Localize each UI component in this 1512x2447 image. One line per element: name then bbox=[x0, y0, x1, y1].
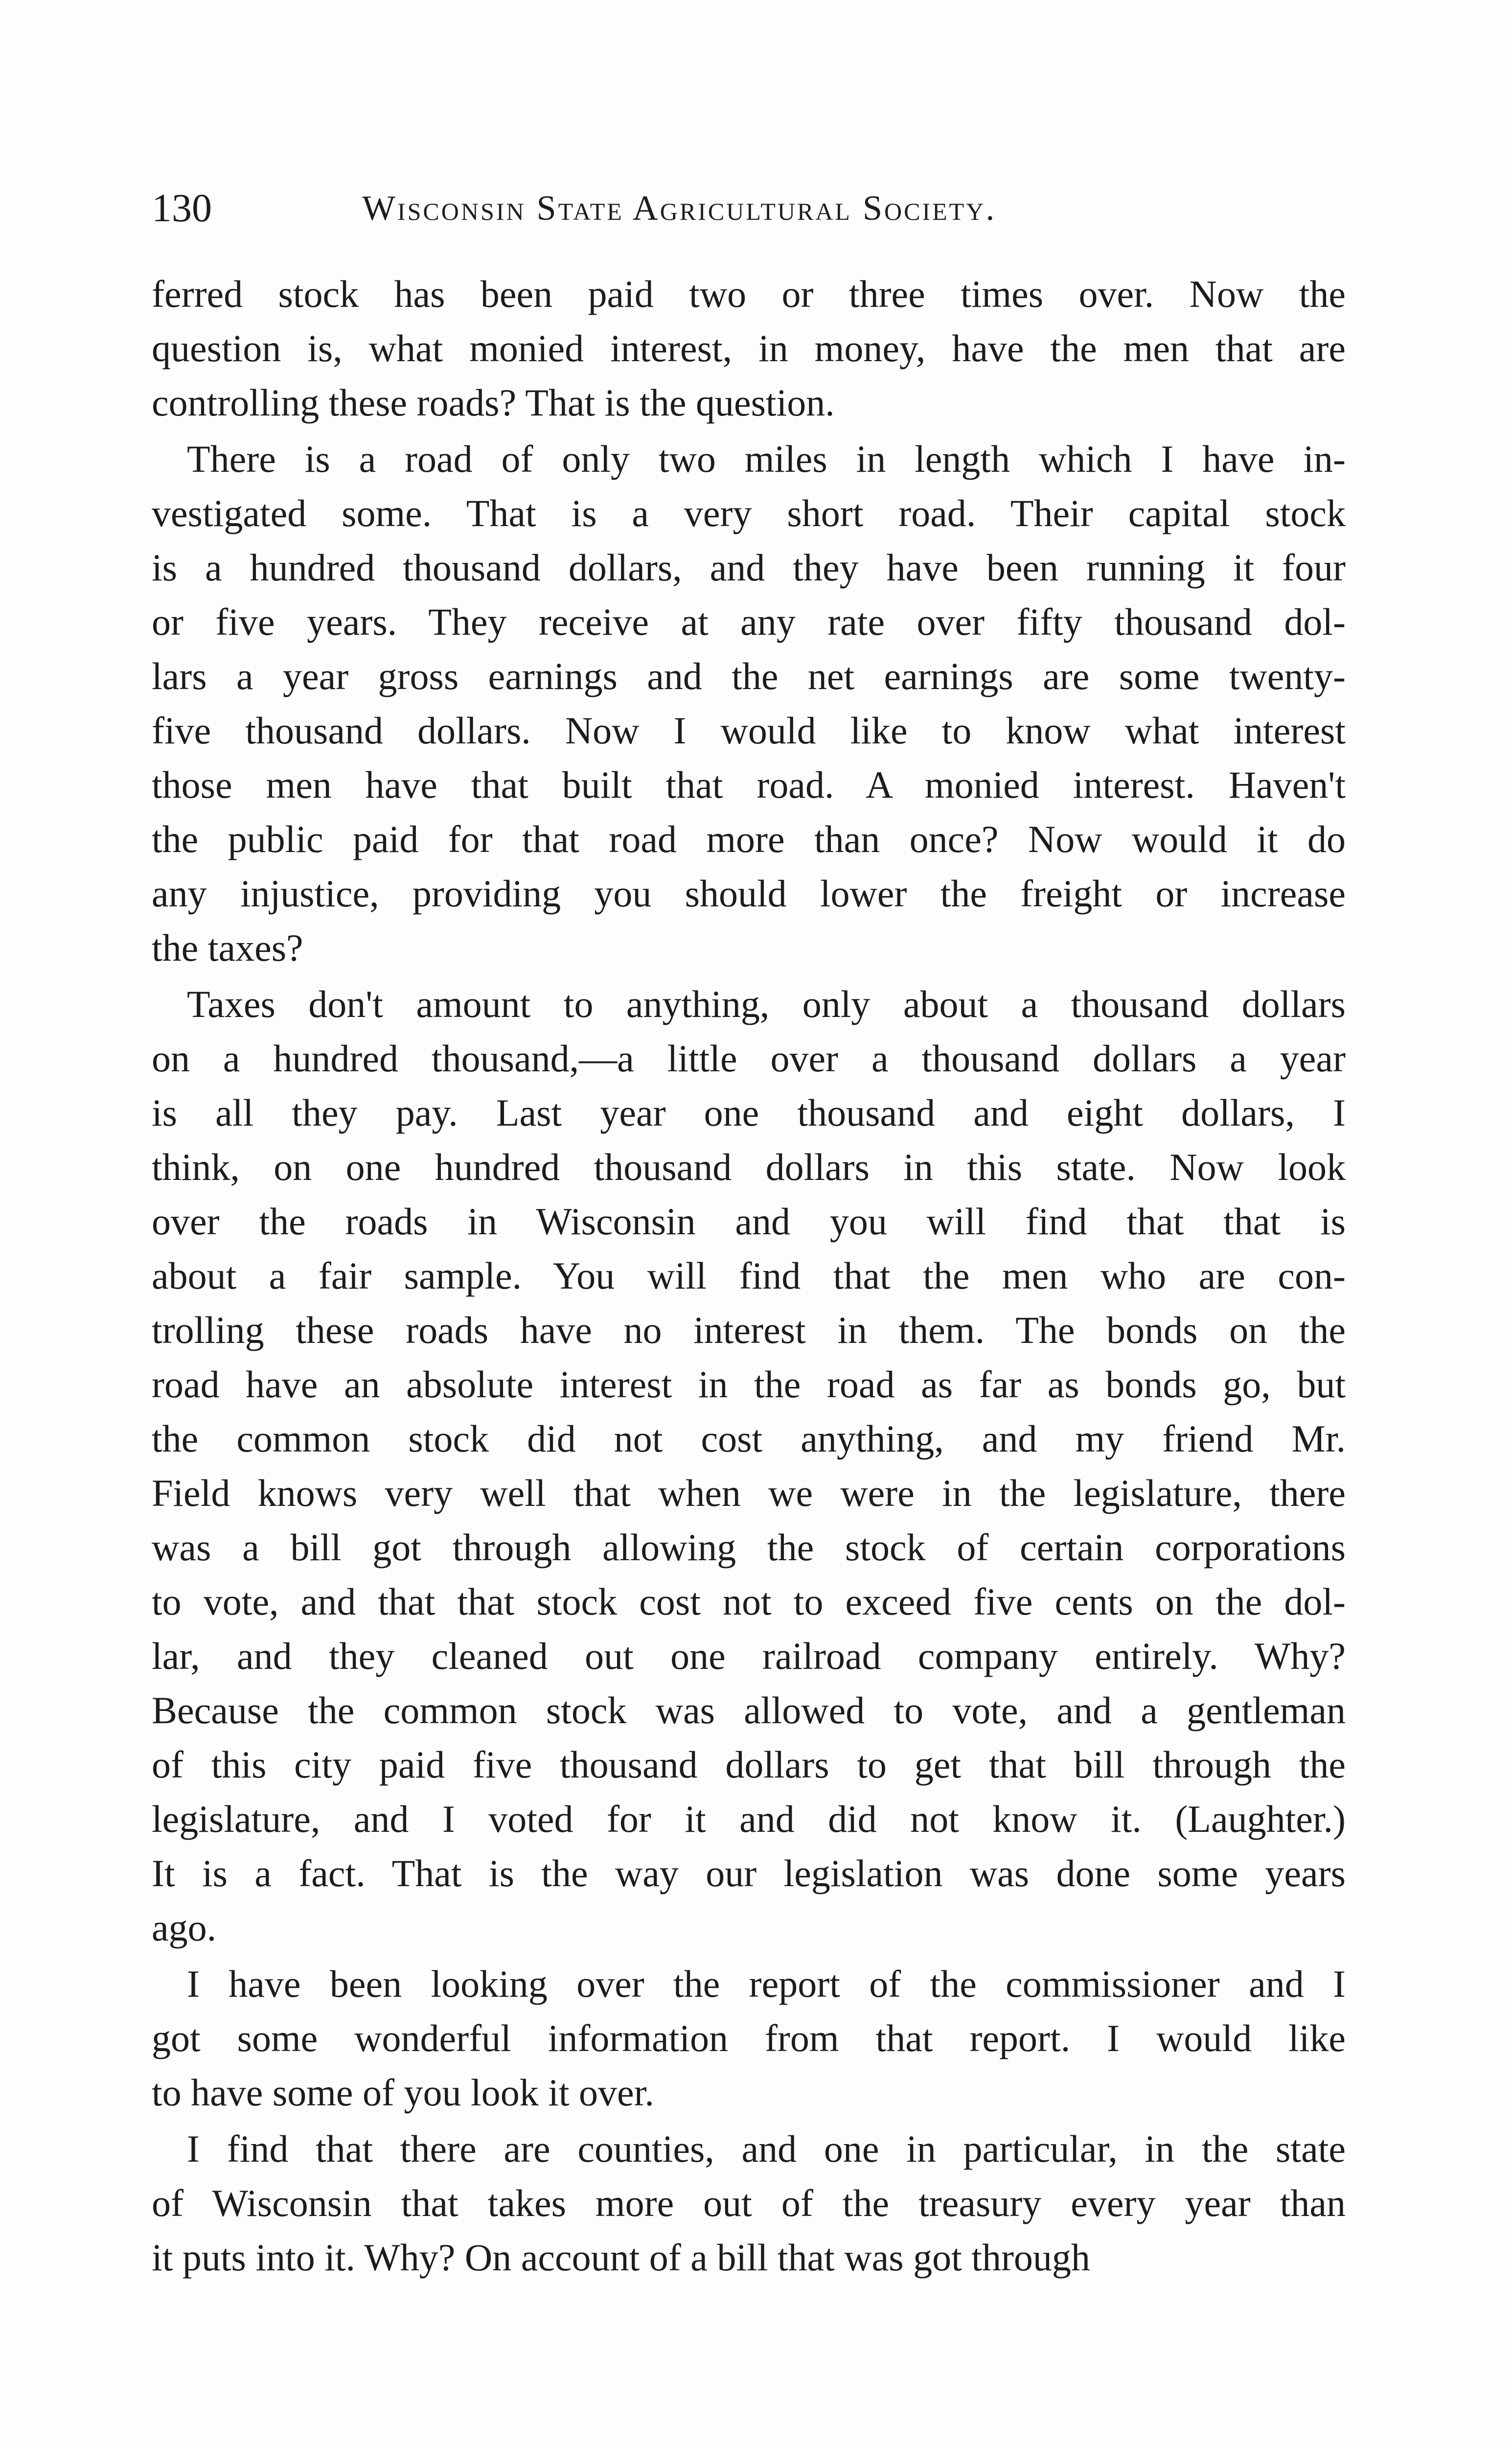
text-line: vestigated some. That is a very short road. Their capital stock bbox=[152, 492, 1346, 534]
text-line: the taxes? bbox=[152, 926, 303, 969]
text-line: to have some of you look it over. bbox=[152, 2071, 654, 2114]
text-line: It is a fact. That is the way our legislation was done some years bbox=[152, 1852, 1346, 1894]
text-line: There is a road of only two miles in length which I have in- bbox=[187, 438, 1346, 480]
text-line: is all they pay. Last year one thousand and eight dollars, I bbox=[152, 1091, 1346, 1134]
text-line: about a fair sample. You will find that the men who are con- bbox=[152, 1254, 1346, 1297]
text-line: controlling these roads? That is the question. bbox=[152, 381, 835, 424]
text-line: Field knows very well that when we were in the legislature, there bbox=[152, 1472, 1346, 1514]
text-line: of Wisconsin that takes more out of the treasury every year than bbox=[152, 2182, 1346, 2224]
text-line: road have an absolute interest in the road as far as bonds go, but bbox=[152, 1363, 1346, 1406]
text-line: on a hundred thousand,—a little over a thousand dollars a year bbox=[152, 1037, 1346, 1080]
text-line: or five years. They receive at any rate over fifty thousand dol- bbox=[152, 600, 1346, 643]
text-line: Taxes don't amount to anything, only about a thousand dollars bbox=[187, 983, 1346, 1025]
text-line: to vote, and that that stock cost not to exceed five cents on the dol- bbox=[152, 1580, 1346, 1623]
text-line: the common stock did not cost anything, and my friend Mr. bbox=[152, 1417, 1346, 1460]
paragraph bbox=[152, 977, 1346, 1955]
page-header bbox=[152, 181, 1140, 235]
paragraph bbox=[152, 2122, 1346, 2285]
text-line: was a bill got through allowing the stock of certain corporations bbox=[152, 1526, 1346, 1569]
text-line: question is, what monied interest, in money, have the men that are bbox=[152, 327, 1346, 369]
text-line: the public paid for that road more than once? Now would it do bbox=[152, 818, 1346, 860]
text-line: think, on one hundred thousand dollars in this state. Now look bbox=[152, 1146, 1346, 1188]
text-line: trolling these roads have no interest in them. The bonds on the bbox=[152, 1309, 1346, 1351]
text-line: legislature, and I voted for it and did not know it. (Laughter.) bbox=[152, 1798, 1346, 1840]
text-line: over the roads in Wisconsin and you will find that that is bbox=[152, 1200, 1346, 1243]
text-line: ago. bbox=[152, 1906, 217, 1949]
text-line: five thousand dollars. Now I would like to know what interest bbox=[152, 709, 1346, 752]
text-line: ferred stock has been paid two or three times over. Now the bbox=[152, 273, 1346, 315]
text-line: those men have that built that road. A monied interest. Haven't bbox=[152, 763, 1346, 806]
running-head: Wisconsin State Agricultural Society. bbox=[362, 188, 997, 228]
text-line: got some wonderful information from that report. I would like bbox=[152, 2017, 1346, 2059]
paragraph bbox=[152, 1957, 1346, 2120]
text-line: any injustice, providing you should lower the freight or increase bbox=[152, 872, 1346, 915]
text-line: it puts into it. Why? On account of a bill that was got through bbox=[152, 2236, 1090, 2279]
text-line: Because the common stock was allowed to vote, and a gentleman bbox=[152, 1689, 1346, 1731]
page-number: 130 bbox=[152, 185, 212, 230]
paragraph bbox=[152, 267, 1346, 430]
text-line: I find that there are counties, and one in particular, in the state bbox=[187, 2127, 1346, 2170]
text-line: is a hundred thousand dollars, and they have been running it four bbox=[152, 546, 1346, 589]
text-line: I have been looking over the report of the commissioner and I bbox=[187, 1962, 1346, 2005]
paragraph bbox=[152, 432, 1346, 975]
text-line: of this city paid five thousand dollars to get that bill through the bbox=[152, 1743, 1346, 1786]
text-line: lars a year gross earnings and the net earnings are some twenty- bbox=[152, 655, 1346, 697]
body-text bbox=[152, 267, 1346, 2285]
text-line: lar, and they cleaned out one railroad company entirely. Why? bbox=[152, 1635, 1346, 1677]
